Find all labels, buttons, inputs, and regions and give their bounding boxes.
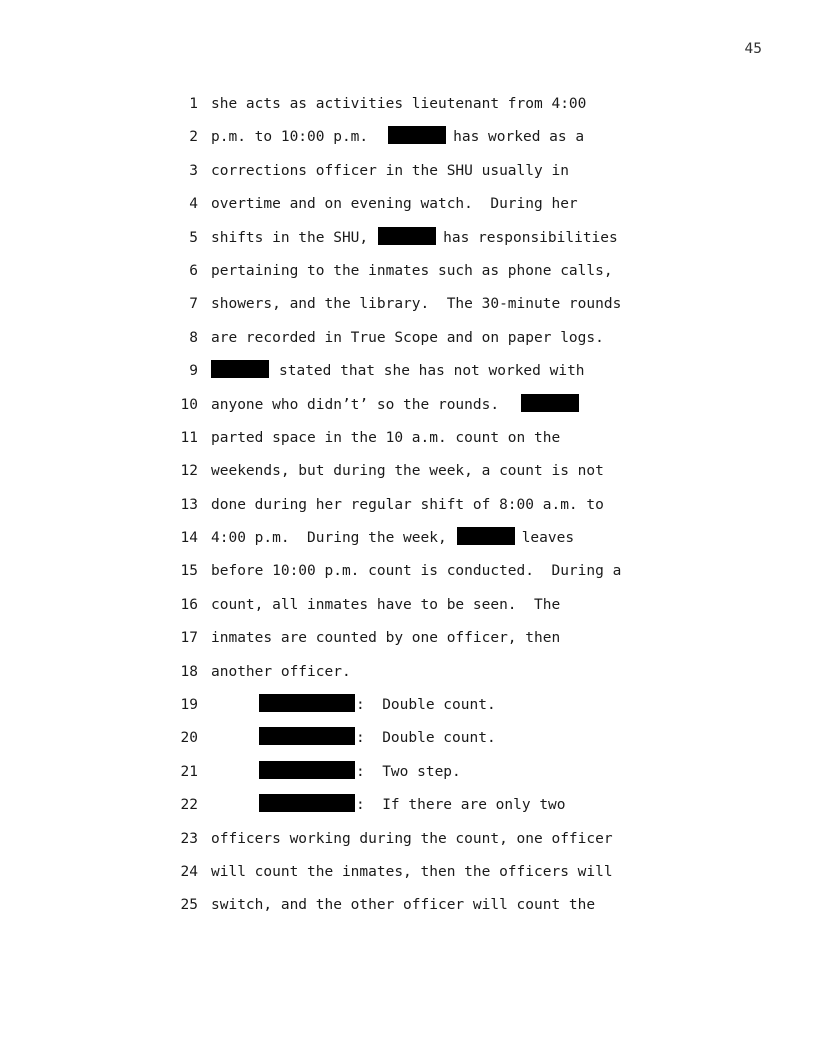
line-text: before 10:00 p.m. count is conducted. During a (211, 563, 622, 580)
line-text: shifts in the SHU, has responsibilities (211, 222, 618, 255)
transcript-line (0, 622, 816, 655)
transcript-line (0, 389, 816, 422)
line-number: 23 (180, 830, 198, 847)
line-text: pertaining to the inmates such as phone calls, (211, 262, 613, 279)
line-text: count, all inmates have to be seen. The (211, 596, 561, 613)
line-number: 20 (180, 730, 198, 747)
line-number: 19 (180, 697, 198, 714)
line-text: showers, and the library. The 30-minute rounds (211, 296, 622, 313)
line-text: done during her regular shift of 8:00 a.m. to (211, 496, 604, 513)
transcript-line (0, 121, 816, 154)
transcript-line (0, 222, 816, 255)
line-number: 8 (189, 329, 198, 346)
transcript-line (0, 589, 816, 622)
line-text: stated that she has not worked with (211, 355, 585, 388)
line-text: corrections officer in the SHU usually in (211, 162, 569, 179)
line-number: 10 (180, 396, 198, 413)
transcript-line (0, 489, 816, 522)
transcript-line (0, 656, 816, 689)
line-number: 15 (180, 563, 198, 580)
transcript-line (0, 355, 816, 388)
transcript-line (0, 789, 816, 822)
transcript-body (0, 88, 816, 923)
redaction-box (457, 527, 515, 545)
line-text: switch, and the other officer will count the (211, 897, 596, 914)
transcript-line (0, 722, 816, 755)
redaction-box (378, 227, 436, 245)
line-number: 11 (180, 429, 198, 446)
line-text: overtime and on evening watch. During her (211, 196, 578, 213)
line-text: weekends, but during the week, a count is not (211, 463, 604, 480)
line-text: she acts as activities lieutenant from 4:00 (211, 96, 587, 112)
transcript-line (0, 88, 816, 121)
line-text: p.m. to 10:00 p.m. has worked as a (211, 121, 584, 154)
line-text: officers working during the count, one officer (211, 830, 613, 847)
speaker-redaction-box (259, 794, 355, 812)
redaction-box (521, 394, 579, 412)
line-number: 7 (189, 296, 198, 313)
transcript-line (0, 288, 816, 321)
line-number: 25 (180, 897, 198, 914)
line-number: 17 (180, 630, 198, 647)
line-text: inmates are counted by one officer, then (211, 630, 561, 647)
transcript-line (0, 322, 816, 355)
transcript-line (0, 823, 816, 856)
line-number: 13 (180, 496, 198, 513)
transcript-line (0, 856, 816, 889)
line-text: : Double count. (259, 689, 496, 722)
line-number: 1 (189, 96, 198, 112)
line-number: 2 (189, 129, 198, 146)
transcript-line (0, 255, 816, 288)
line-text: : Two step. (259, 756, 461, 789)
redaction-box (388, 126, 446, 144)
line-number: 6 (189, 262, 198, 279)
line-number: 3 (189, 162, 198, 179)
line-text: 4:00 p.m. During the week, leaves (211, 522, 574, 555)
line-number: 24 (180, 863, 198, 880)
line-text: another officer. (211, 663, 351, 680)
speaker-redaction-box (259, 727, 355, 745)
line-text: parted space in the 10 a.m. count on the (211, 429, 561, 446)
transcript-line (0, 689, 816, 722)
transcript-line (0, 422, 816, 455)
line-number: 18 (180, 663, 198, 680)
line-number: 4 (189, 196, 198, 213)
transcript-line (0, 522, 816, 555)
speaker-redaction-box (259, 694, 355, 712)
line-text: anyone who didn’t’ so the rounds. (211, 389, 586, 422)
transcript-line (0, 188, 816, 221)
line-number: 12 (180, 463, 198, 480)
line-number: 14 (180, 530, 198, 547)
transcript-line (0, 889, 816, 922)
line-text: are recorded in True Scope and on paper logs. (211, 329, 604, 346)
transcript-line (0, 455, 816, 488)
line-text: will count the inmates, then the officers will (211, 863, 613, 880)
line-text: : Double count. (259, 722, 496, 755)
transcript-line (0, 155, 816, 188)
line-text: : If there are only two (259, 789, 566, 822)
line-number: 9 (189, 363, 198, 380)
redaction-box (211, 360, 269, 378)
transcript-line (0, 756, 816, 789)
line-number: 22 (180, 797, 198, 814)
line-number: 21 (180, 763, 198, 780)
page-number: 45 (744, 41, 762, 57)
line-number: 5 (189, 229, 198, 246)
speaker-redaction-box (259, 761, 355, 779)
transcript-line (0, 555, 816, 588)
line-number: 16 (180, 596, 198, 613)
